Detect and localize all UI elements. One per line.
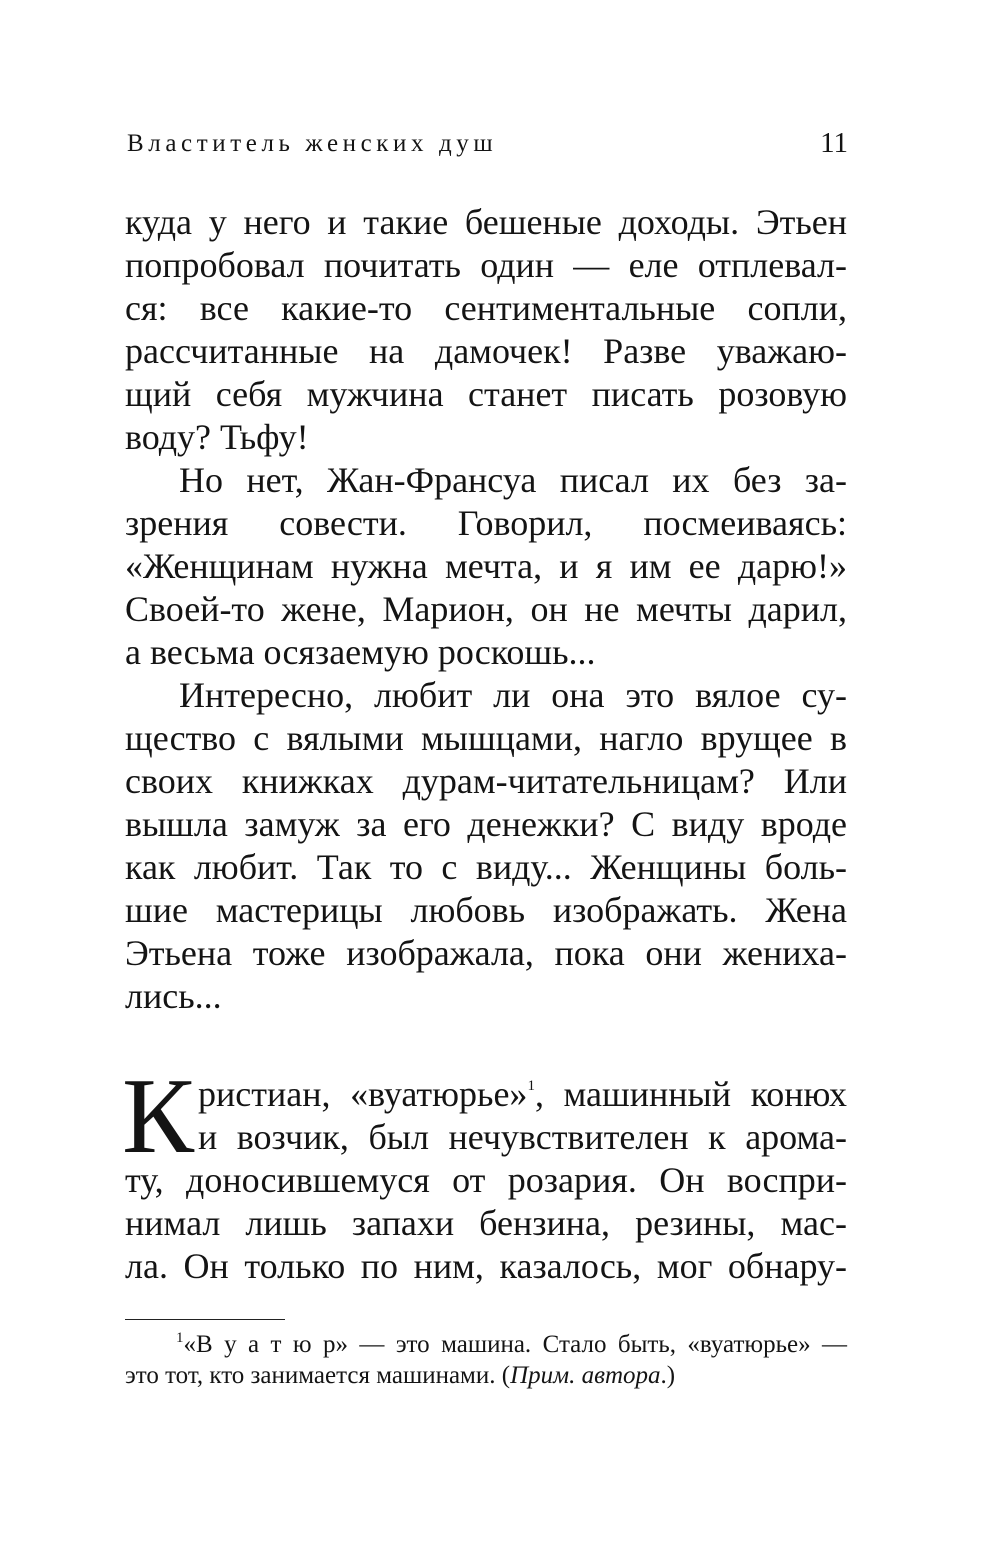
footnote-text: это тот, кто занимается машинами. ( (125, 1362, 511, 1389)
footnote-rule (125, 1319, 285, 1320)
page-number: 11 (820, 127, 848, 159)
text-line: ла. Он только по ним, казалось, мог обнару- (125, 1246, 847, 1286)
text-segment: ристиан, «вуатюрье» (198, 1074, 528, 1114)
text-line: а весьма осязаемую роскошь... (125, 632, 596, 672)
text-line (198, 1073, 847, 1116)
text-line: Интересно, любит ли она это вялое су- (179, 675, 847, 715)
text-line: Но нет, Жан-Франсуа писал их без за- (179, 460, 847, 500)
text-line: своих книжках дурам-читательницам? Или (125, 761, 847, 801)
text-segment: , машинный конюх (534, 1074, 847, 1114)
footnote-line (176, 1330, 847, 1360)
running-head: Властитель женских душ (127, 130, 498, 157)
text-line: ся: все какие-то сентиментальные сопли, (125, 288, 847, 328)
footnote-author-note: Прим. автора (510, 1362, 661, 1389)
text-line: шие мастерицы любовь изображать. Жена (125, 890, 847, 930)
text-line: Этьена тоже изображала, пока они жениха- (125, 933, 847, 973)
text-line: воду? Тьфу! (125, 417, 309, 457)
footnote-text: — это машина. Стало быть, «вуатюрье» — (347, 1331, 847, 1358)
text-line: щество с вялыми мышцами, нагло врущее в (125, 718, 847, 758)
text-line: Своей-то жене, Марион, он не мечты дарил, (125, 589, 847, 629)
text-line: как любит. Так то с виду... Женщины боль- (125, 847, 847, 887)
text-line: нимал лишь запахи бензина, резины, мас- (125, 1203, 847, 1243)
text-line: зрения совести. Говорил, посмеиваясь: (125, 503, 847, 543)
text-line: лись... (125, 976, 222, 1016)
footnote-mark: 1 (176, 1330, 184, 1346)
text-line: попробовал почитать один — еле отплевал- (125, 245, 847, 285)
drop-cap: К (122, 1057, 195, 1176)
footnote-term: «В у а т ю р» (183, 1331, 348, 1358)
text-line: и возчик, был нечувствителен к арома- (198, 1117, 847, 1157)
text-line: рассчитанные на дамочек! Разве уважаю- (125, 331, 847, 371)
text-line: вышла замуж за его денежки? С виду вроде (125, 804, 847, 844)
text-line: «Женщинам нужна мечта, и я им ее дарю!» (125, 546, 847, 586)
footnote-text: .) (660, 1362, 676, 1389)
text-line: щий себя мужчина станет писать розовую (125, 374, 847, 414)
text-line: куда у него и такие бешеные доходы. Этьен (125, 202, 847, 242)
footnote-ref: 1 (527, 1078, 535, 1094)
footnote-line (125, 1361, 847, 1391)
text-line: ту, доносившемуся от розария. Он воспри- (125, 1160, 847, 1200)
